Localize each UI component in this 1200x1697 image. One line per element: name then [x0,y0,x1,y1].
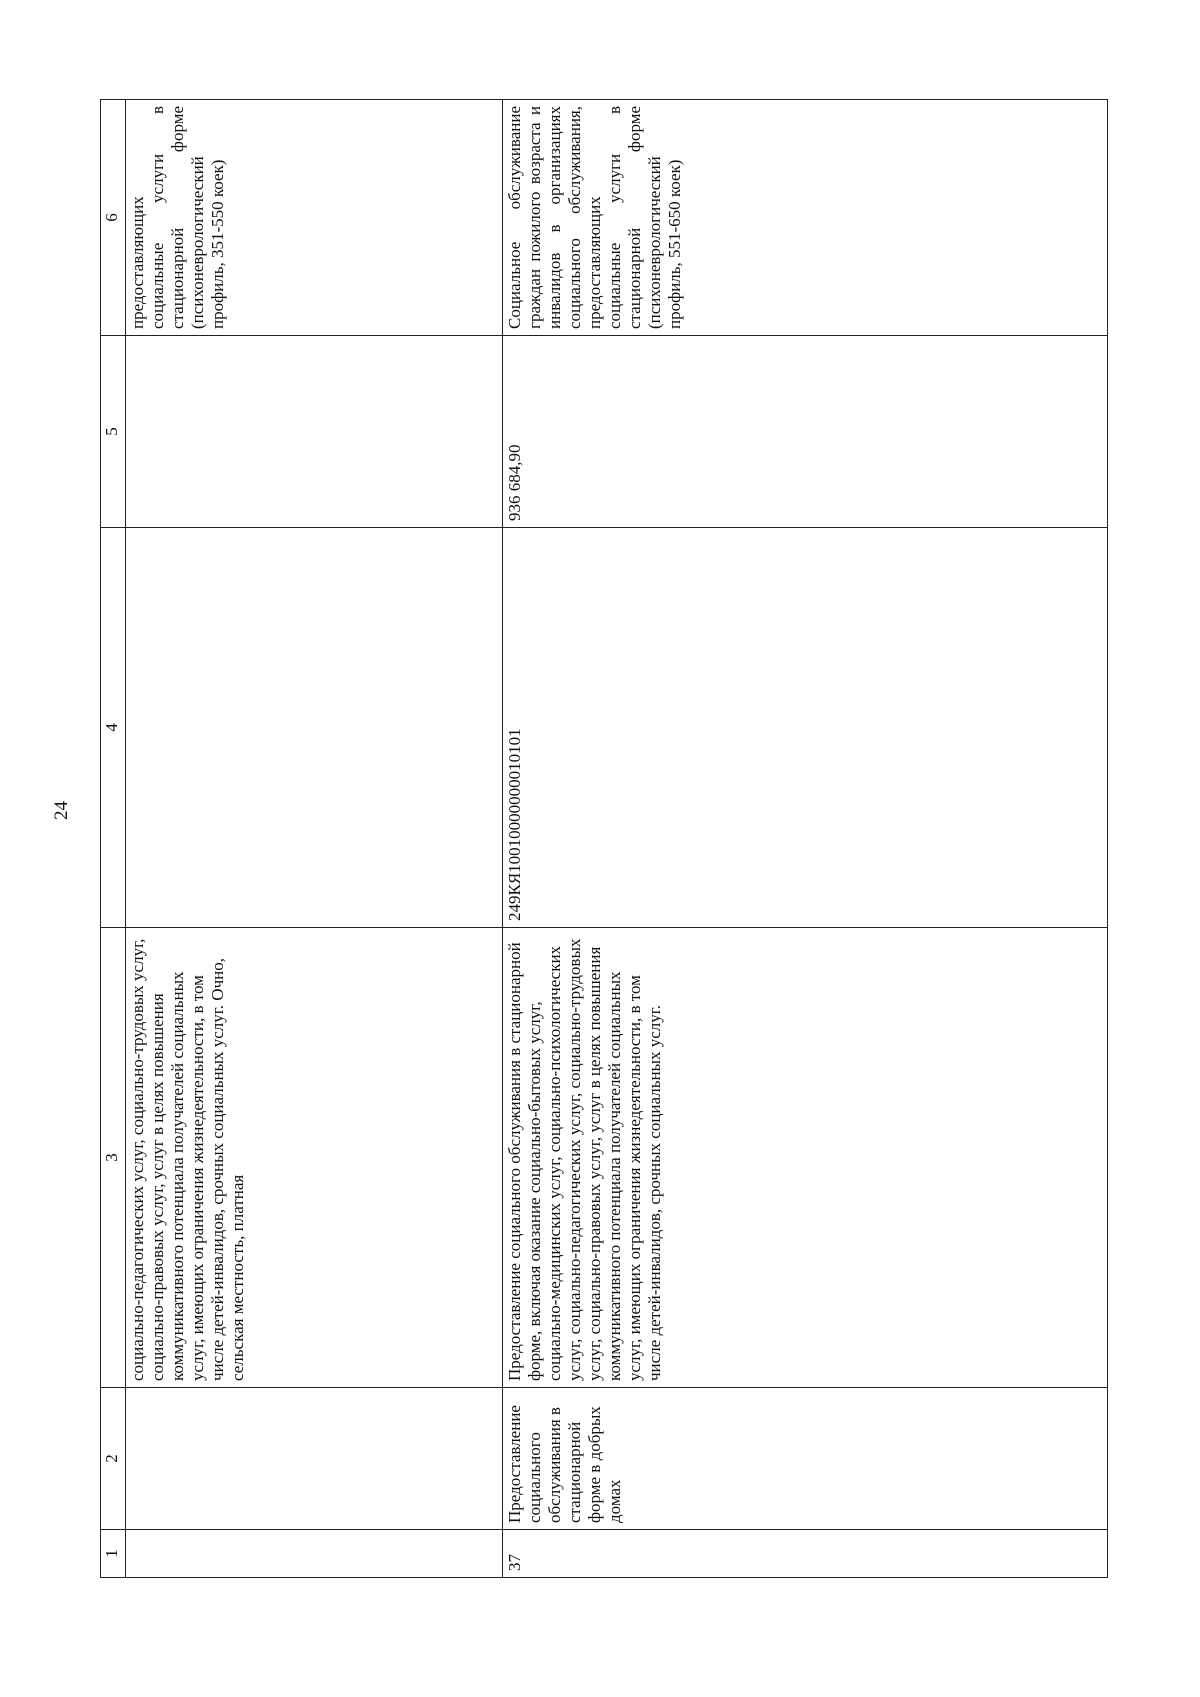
services-table-frame [100,100,1120,1578]
registry-code-cell: 249КЯ10010000000010101 [503,528,1108,928]
cost-cell: 936 684,90 [503,336,1108,528]
header-col-5: 5 [101,336,126,528]
header-col-6: 6 [101,100,126,336]
registry-code-cell [126,528,503,928]
header-col-2: 2 [101,1388,126,1530]
header-col-4: 4 [101,528,126,928]
header-col-3: 3 [101,928,126,1388]
cost-cell [126,336,503,528]
service-description-cell: предоставляющих социальные услуги в стационарной форме (психоневрологический профиль, 351-550 коек) [126,100,503,336]
row-number-cell [126,1530,503,1578]
service-content-cell: Предоставление социального обслуживания в стационарной форме, включая оказание социально-бытовых услуг, социально-медицинских услуг, социально-психологических услуг, социально-педагогических услуг, социально-трудовых услуг, социально-правовых услуг, услуг в целях повышения коммуникативного потенциала получателей социальных услуг, имеющих ограничения жизнедеятельности, в том числе детей-инвалидов, срочных социальных услуг. [503,928,1108,1388]
service-name-cell: Предоставление социального обслуживания в стационарной форме в добрых домах [503,1388,1108,1530]
row-number-cell: 37 [503,1530,1108,1578]
page-number: 24 [51,801,72,820]
service-content-cell: социально-педагогических услуг, социально-трудовых услуг, социально-правовых услуг, услуг в целях повышения коммуникативного потенциала получателей социальных услуг, имеющих ограничения жизнедеятельности, в том числе детей-инвалидов, срочных социальных услуг. Очно, сельская местность, платная [126,928,503,1388]
services-table [100,99,1108,1578]
service-description-cell: Социальное обслуживание граждан пожилого возраста и инвалидов в организациях социального обслуживания, предоставляющих социальные услуги в стационарной форме (психоневрологический профиль, 551-650 коек) [503,100,1108,336]
service-name-cell [126,1388,503,1530]
table-row [126,100,503,1578]
table-row [503,100,1108,1578]
header-col-1: 1 [101,1530,126,1578]
table-header-row [101,100,126,1578]
